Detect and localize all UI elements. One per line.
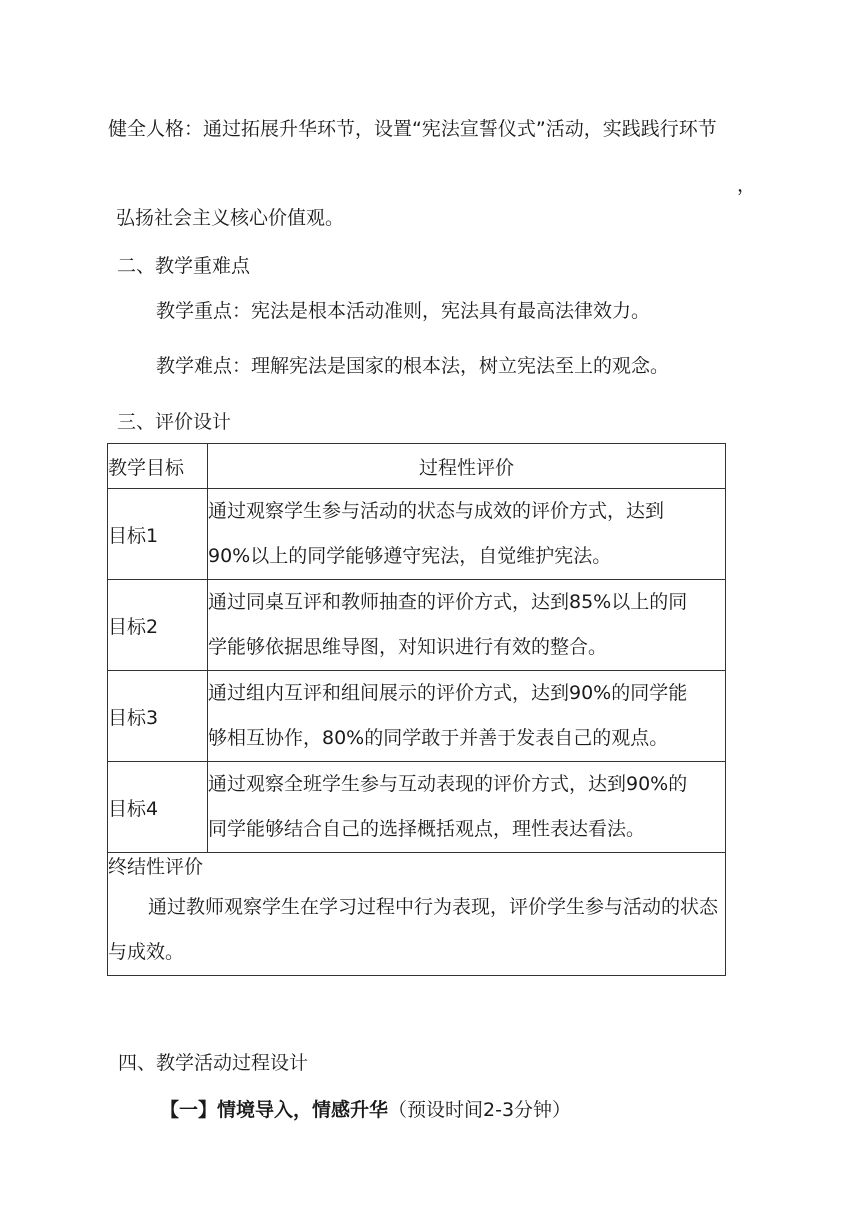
evaluation-line: 同学能够结合自己的选择概括观点，理性表达看法。 [208,818,646,840]
teaching-difficult-point: 教学难点：理解宪法是国家的根本法，树立宪法至上的观念。 [156,355,670,377]
activity-step-1-title: 【一】情境导入，情感升华 [160,1099,389,1121]
summative-evaluation-title: 终结性评价 [108,856,204,878]
intro-trailing-comma: ， [737,174,757,196]
summative-evaluation-text: 通过教师观察学生在学习过程中行为表现，评价学生参与活动的状态与成效。 [108,896,719,963]
goal-cell: 目标3 [108,671,208,762]
intro-line-1: 健全人格：通过拓展升华环节，设置“宪法宣誓仪式”活动，实践践行环节 [108,118,717,140]
table-row [108,580,726,671]
table-row [108,489,726,580]
evaluation-line: 够相互协作，80%的同学敢于并善于发表自己的观点。 [208,727,669,749]
activity-step-1-time: （预设时间2-3分钟） [388,1099,572,1121]
section-heading-evaluation: 三、评价设计 [117,411,232,433]
activity-step-1 [160,1101,571,1120]
section-heading-activity-design: 四、教学活动过程设计 [118,1052,309,1074]
summary-row [108,853,726,976]
evaluation-cell [208,489,726,580]
goal-cell: 目标2 [108,580,208,671]
table-header-row [108,444,726,489]
column-header-process-evaluation: 过程性评价 [208,444,726,489]
table-row [108,762,726,853]
evaluation-line: 通过观察全班学生参与互动表现的评价方式，达到90%的 [208,773,688,795]
intro-line-2: 弘扬社会主义核心价值观。 [116,207,345,229]
teaching-key-point: 教学重点：宪法是根本活动准则，宪法具有最高法律效力。 [156,300,651,322]
evaluation-line: 学能够依据思维导图，对知识进行有效的整合。 [208,636,608,658]
column-header-goal: 教学目标 [108,444,208,489]
evaluation-cell [208,671,726,762]
evaluation-line: 通过同桌互评和教师抽查的评价方式，达到85%以上的同 [208,591,688,613]
table-row [108,671,726,762]
evaluation-cell [208,762,726,853]
evaluation-cell [208,580,726,671]
section-heading-key-points: 二、教学重难点 [117,255,251,277]
evaluation-table [107,443,726,976]
goal-cell: 目标1 [108,489,208,580]
evaluation-line: 通过组内互评和组间展示的评价方式，达到90%的同学能 [208,682,688,704]
evaluation-line: 通过观察学生参与活动的状态与成效的评价方式，达到 [208,500,665,522]
summative-evaluation-cell [108,853,726,976]
evaluation-line: 90%以上的同学能够遵守宪法，自觉维护宪法。 [208,545,612,567]
goal-cell: 目标4 [108,762,208,853]
